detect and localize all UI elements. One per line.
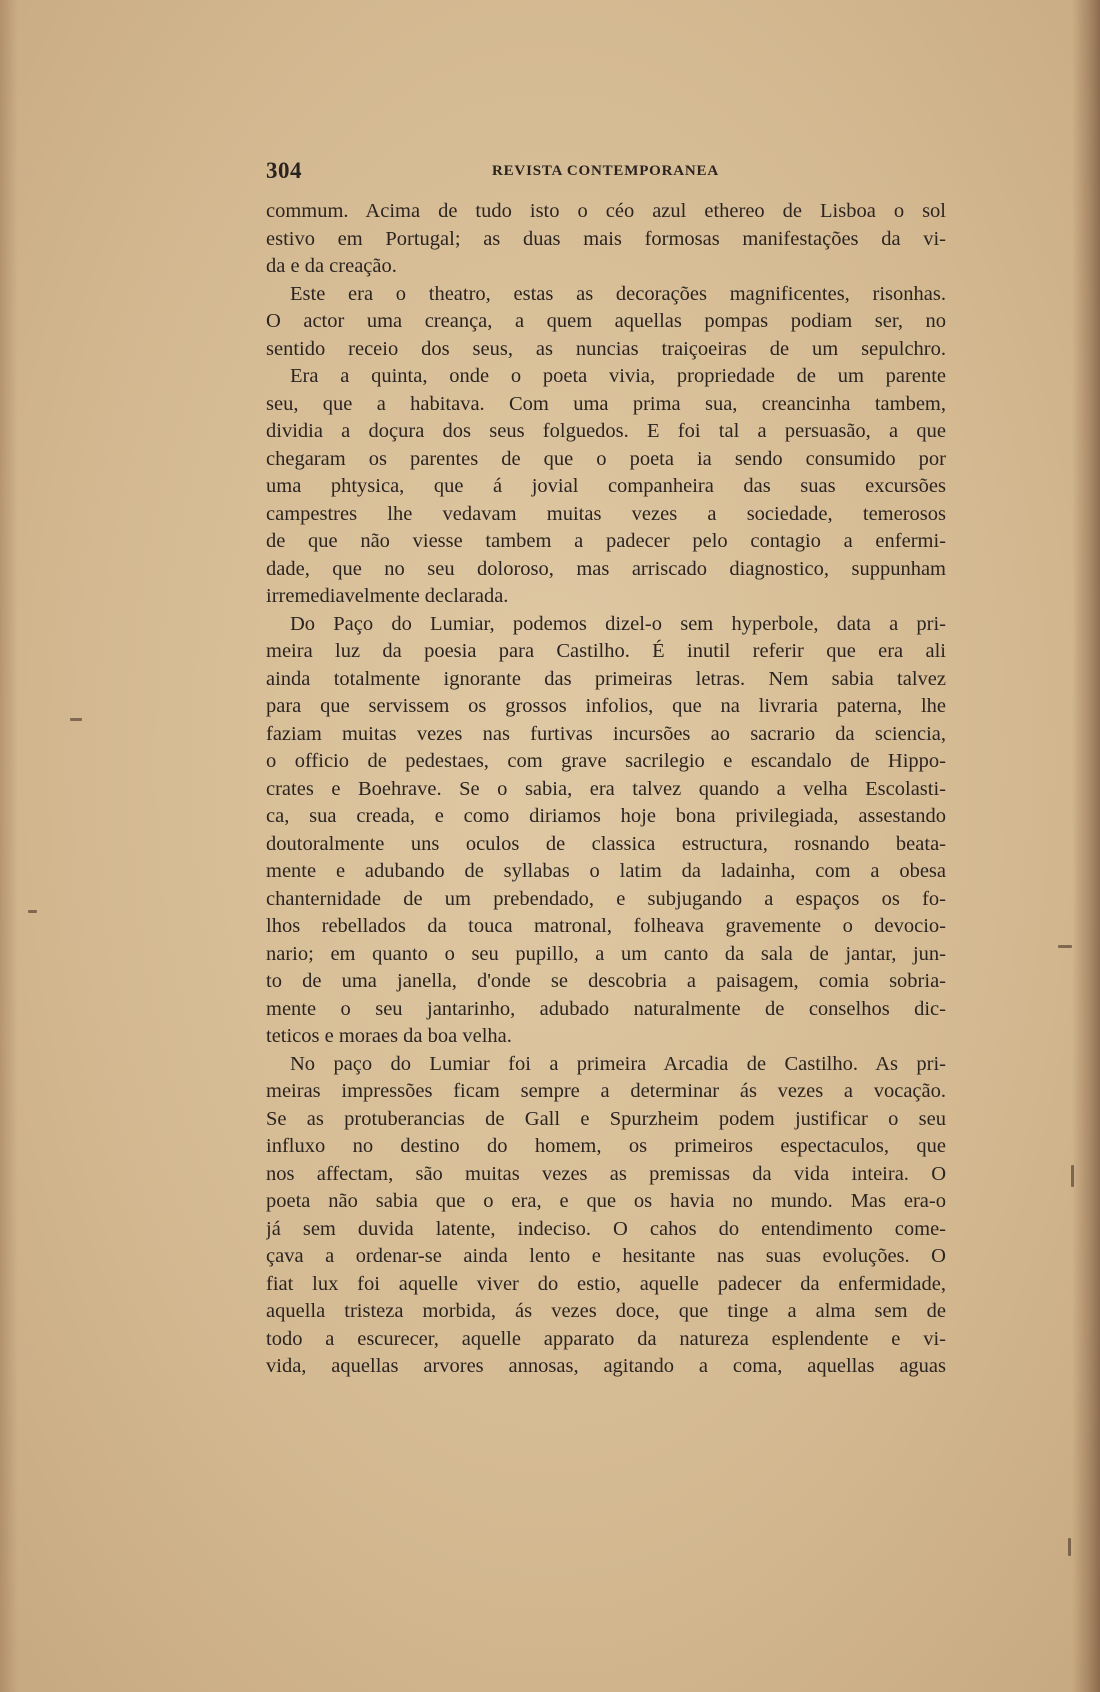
text-line: Se as protuberancias de Gall e Spurzheim podem justificar o seu [266,1107,946,1130]
text-line: doutoralmente uns oculos de classica estructura, rosnando beata- [266,832,946,855]
text-line: uma phtysica, que á jovial companheira das suas excursões [266,475,946,497]
text-line: mente e adubando de syllabas o latim da ladainha, com a obesa [266,860,946,882]
page-header [266,158,946,188]
text-line: Era a quinta, onde o poeta vivia, propriedade de um parente [290,365,946,387]
text-line: o officio de pedestaes, com grave sacrilegio e escandalo de Hippo- [266,750,946,772]
text-line: já sem duvida latente, indeciso. O cahos do entendimento come- [266,1217,946,1240]
text-line: O actor uma creança, a quem aquellas pompas podiam ser, no [266,310,946,332]
body-text [266,198,946,1381]
text-line: de que não viesse tambem a padecer pelo contagio a enfermi- [266,530,946,552]
text-line: chegaram os parentes de que o poeta ia sendo consumido por [266,447,946,470]
text-line: teticos e moraes da boa velha. [266,1025,512,1047]
paper-speck [28,910,37,913]
text-line: sentido receio dos seus, as nuncias traiçoeiras de um sepulchro. [266,337,946,360]
text-line: todo a escurecer, aquelle apparato da natureza esplendente e vi- [266,1327,946,1350]
text-line: meiras impressões ficam sempre a determinar ás vezes a vocação. [266,1080,946,1102]
page-left-edge-shadow [0,0,18,1692]
paper-speck [1068,1538,1071,1556]
text-line: ainda totalmente ignorante das primeiras letras. Nem sabia talvez [266,667,946,690]
text-line: aquella tristeza morbida, ás vezes doce, que tinge a alma sem de [266,1300,946,1322]
text-line: to de uma janella, d'onde se descobria a paisagem, comia sobria- [266,970,946,992]
text-line: para que servissem os grossos infolios, que na livraria paterna, lhe [266,695,946,717]
text-line: seu, que a habitava. Com uma prima sua, creancinha tambem, [266,392,946,415]
text-line: mente o seu jantarinho, adubado naturalmente de conselhos dic- [266,997,946,1020]
text-line: commum. Acima de tudo isto o céo azul ethereo de Lisboa o sol [266,200,946,222]
text-line: crates e Boehrave. Se o sabia, era talvez quando a velha Escolasti- [266,777,946,800]
page-number: 304 [266,158,302,183]
text-line: vida, aquellas arvores annosas, agitando a coma, aquellas aguas [266,1355,946,1377]
text-line: dade, que no seu doloroso, mas arriscado diagnostico, suppunham [266,557,946,580]
text-line: influxo no destino do homem, os primeiros espectaculos, que [266,1135,946,1157]
text-line: faziam muitas vezes nas furtivas incursões ao sacrario da sciencia, [266,722,946,745]
text-line: nos affectam, são muitas vezes as premissas da vida inteira. O [266,1162,946,1185]
text-line: No paço do Lumiar foi a primeira Arcadia de Castilho. As pri- [290,1052,946,1075]
page-spine-shadow [1072,0,1100,1692]
paper-speck [1071,1165,1074,1187]
text-line: poeta não sabia que o era, e que os havia no mundo. Mas era-o [266,1190,946,1212]
text-line: lhos rebellados da touca matronal, folheava gravemente o devocio- [266,915,946,937]
text-line: çava a ordenar-se ainda lento e hesitante nas suas evoluções. O [266,1245,946,1267]
text-line: nario; em quanto o seu pupillo, a um canto da sala de jantar, jun- [266,942,946,965]
text-line: meira luz da poesia para Castilho. É inutil referir que era ali [266,640,946,662]
text-line: dividia a doçura dos seus folguedos. E foi tal a persuasão, a que [266,420,946,442]
text-line: Do Paço do Lumiar, podemos dizel-o sem hyperbole, data a pri- [290,612,946,635]
text-line: campestres lhe vedavam muitas vezes a sociedade, temerosos [266,502,946,525]
paper-speck [70,718,82,721]
text-line: irremediavelmente declarada. [266,585,509,607]
text-line: Este era o theatro, estas as decorações magnificentes, risonhas. [290,282,946,305]
text-line: chanternidade de um prebendado, e subjugando a espaços os fo- [266,887,946,910]
paper-speck [1058,945,1072,948]
running-head: REVISTA CONTEMPORANEA [492,163,719,179]
text-line: da e da creação. [266,255,397,277]
text-line: estivo em Portugal; as duas mais formosas manifestações da vi- [266,227,946,250]
text-line: ca, sua creada, e como diriamos hoje bona privilegiada, assestando [266,805,946,827]
text-line: fiat lux foi aquelle viver do estio, aquelle padecer da enfermidade, [266,1272,946,1295]
